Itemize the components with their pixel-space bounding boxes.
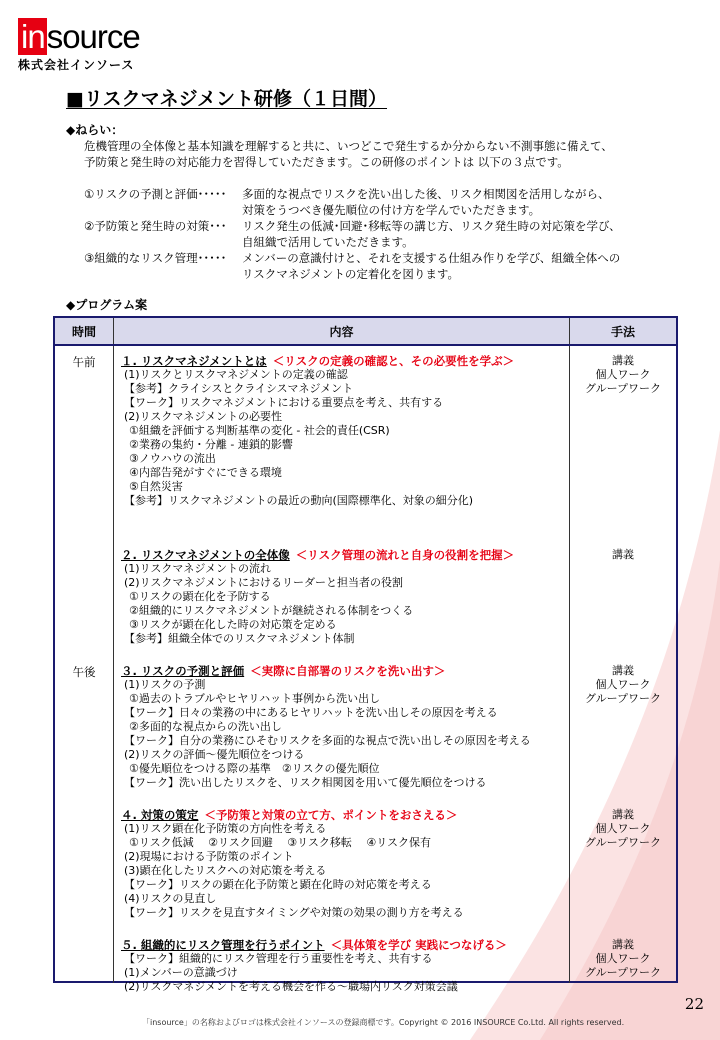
- list-item: (2)現場における予防策のポイント: [124, 850, 294, 863]
- program-table: [53, 316, 678, 993]
- table-body: [55, 346, 676, 993]
- program-heading: ◆プログラム案: [66, 298, 148, 312]
- list-item: (2)リスクマネジメントにおけるリーダーと担当者の役割: [124, 576, 404, 589]
- section-5-methods: [570, 938, 676, 980]
- company-logo: [18, 20, 140, 73]
- logo-wordmark: insource: [18, 20, 140, 54]
- list-item: 【参考】組織全体でのリスクマネジメント体制: [124, 632, 355, 645]
- section-1: [121, 354, 566, 508]
- list-item: ⑤自然災害: [129, 480, 183, 493]
- method-item: 個人ワーク: [595, 678, 651, 691]
- section-title: ２. リスクマネジメントの全体像 ＜リスク管理の流れと自身の役割を把握＞: [121, 548, 515, 562]
- page-title: ■リスクマネジメント研修（１日間）: [66, 88, 388, 110]
- list-item: (2)リスクマネジメントを考える機会を作る～職場内リスク対策会議: [124, 980, 458, 993]
- list-item: ①過去のトラブルやヒヤリハット事例から洗い出し: [129, 692, 381, 705]
- method-item: グループワーク: [584, 382, 662, 395]
- list-item: (1)リスクマネジメントの流れ: [124, 562, 272, 575]
- header-method: 手法: [610, 324, 635, 339]
- section-3-methods: [570, 664, 676, 706]
- key-point: [84, 218, 621, 250]
- list-item: (2)リスクの評価～優先順位をつける: [124, 748, 305, 761]
- list-item: (3)顕在化したリスクへの対応策を考える: [124, 864, 327, 877]
- list-item: ③リスクが顕在化した時の対応策を定める: [129, 618, 337, 631]
- list-item: ③ノウハウの流出: [129, 452, 216, 465]
- method-item: グループワーク: [584, 836, 662, 849]
- key-point-text: リスクマネジメントの定着化を図ります。: [242, 267, 460, 281]
- list-item: (1)リスクとリスクマネジメントの定義の確認: [124, 368, 348, 381]
- header-content: 内容: [114, 318, 570, 344]
- key-point: [84, 186, 621, 218]
- method-item: グループワーク: [584, 966, 662, 979]
- time-pm: 午後: [72, 665, 96, 679]
- section-3: [121, 664, 566, 790]
- list-item: ①リスク低減 ②リスク回避 ③リスク移転 ④リスク保有: [129, 836, 432, 849]
- section-5: [121, 938, 566, 994]
- list-item: ④内部告発がすぐにできる環境: [129, 466, 282, 479]
- header-time: 時間: [55, 318, 114, 344]
- section-4: [121, 808, 566, 920]
- list-item: 【ワーク】組織的にリスク管理を行う重要性を考え、共有する: [124, 952, 433, 965]
- page-number: 22: [684, 995, 704, 1013]
- section-2-methods: [570, 548, 676, 562]
- list-item: (4)リスクの見直し: [124, 892, 217, 905]
- list-item: ②組織的にリスクマネジメントが継続される体制をつくる: [129, 604, 414, 617]
- key-point-label: ②予防策と発生時の対策･･･: [84, 219, 227, 233]
- method-item: 個人ワーク: [595, 952, 651, 965]
- method-item: 講義: [612, 808, 634, 821]
- method-item: 講義: [612, 938, 634, 951]
- section-title: １. リスクマネジメントとは ＜リスクの定義の確認と、その必要性を学ぶ＞: [121, 354, 515, 368]
- method-item: 個人ワーク: [595, 822, 651, 835]
- section-2: [121, 548, 566, 646]
- list-item: (1)リスクの予測: [124, 678, 206, 691]
- list-item: 【ワーク】自分の業務にひそむリスクを多面的な視点で洗い出しその原因を考える: [124, 734, 531, 747]
- time-am: 午前: [72, 355, 96, 369]
- section-1-methods: [570, 354, 676, 396]
- list-item: 【ワーク】日々の業務の中にあるヒヤリハットを洗い出しその原因を考える: [124, 706, 498, 719]
- list-item: (1)メンバーの意識づけ: [124, 966, 238, 979]
- aim-line: 予防策と発生時の対応能力を習得していただきます。この研修のポイントは 以下の３点です。: [84, 155, 569, 169]
- section-4-methods: [570, 808, 676, 850]
- method-item: 講義: [612, 354, 634, 367]
- section-title: ５. 組織的にリスク管理を行うポイント ＜具体策を学び 実践につなげる＞: [121, 938, 507, 952]
- method-item: 個人ワーク: [595, 368, 651, 381]
- list-item: 【ワーク】リスクの顕在化予防策と顕在化時の対応策を考える: [124, 878, 432, 891]
- key-points: [84, 186, 621, 282]
- list-item: (1)リスク顕在化予防策の方向性を考える: [124, 822, 327, 835]
- list-item: ②多面的な視点からの洗い出し: [129, 720, 282, 733]
- key-point-text: 自組織で活用していただきます。: [242, 235, 414, 249]
- list-item: 【参考】クライシスとクライシスマネジメント: [124, 382, 354, 395]
- list-item: ②業務の集約・分離 - 連鎖的影響: [129, 438, 293, 451]
- aim-heading: ◆ねらい：: [66, 123, 124, 137]
- list-item: ①組織を評価する判断基準の変化 - 社会的責任(CSR): [129, 424, 390, 437]
- list-item: 【ワーク】リスクマネジメントにおける重要点を考え、共有する: [124, 396, 444, 409]
- section-title: ３. リスクの予測と評価 ＜実際に自部署のリスクを洗い出す＞: [121, 664, 446, 678]
- aim-description: [84, 138, 613, 170]
- method-item: 講義: [612, 548, 634, 561]
- method-item: 講義: [612, 664, 634, 677]
- key-point-label: ①リスクの予測と評価･････: [84, 187, 227, 201]
- list-item: 【参考】リスクマネジメントの最近の動向(国際標準化、対象の細分化): [124, 494, 474, 507]
- logo-company-name: 株式会社インソース: [18, 58, 135, 72]
- section-title: ４. 対策の策定 ＜予防策と対策の立て方、ポイントをおさえる＞: [121, 808, 458, 822]
- key-point-text: リスク発生の低減･回避･移転等の講じ方、リスク発生時の対応策を学び、: [242, 219, 621, 233]
- footer-copyright: 「insource」の名称およびロゴは株式会社インソースの登録商標です。Copyright © 2016 INSOURCE Co.Ltd. All rights reserved.: [142, 1018, 625, 1027]
- list-item: (2)リスクマネジメントの必要性: [124, 410, 283, 423]
- key-point: [84, 250, 621, 282]
- list-item: 【ワーク】リスクを見直すタイミングや対策の効果の測り方を考える: [124, 906, 464, 919]
- table-header: [55, 318, 676, 346]
- key-point-label: ③組織的なリスク管理･････: [84, 251, 227, 265]
- key-point-text: メンバーの意識付けと、それを支援する仕組み作りを学び、組織全体への: [242, 251, 621, 265]
- aim-line: 危機管理の全体像と基本知識を理解すると共に、いつどこで発生するか分からない不測事態に備えて、: [84, 139, 613, 153]
- key-point-text: 対策をうつべき優先順位の付け方を学んでいただきます。: [242, 203, 541, 217]
- method-item: グループワーク: [584, 692, 662, 705]
- list-item: ①優先順位をつける際の基準 ②リスクの優先順位: [129, 762, 380, 775]
- list-item: ①リスクの顕在化を予防する: [129, 590, 271, 603]
- list-item: 【ワーク】洗い出したリスクを、リスク相関図を用いて優先順位をつける: [124, 776, 487, 789]
- key-point-text: 多面的な視点でリスクを洗い出した後、リスク相関図を活用しながら、: [242, 187, 610, 201]
